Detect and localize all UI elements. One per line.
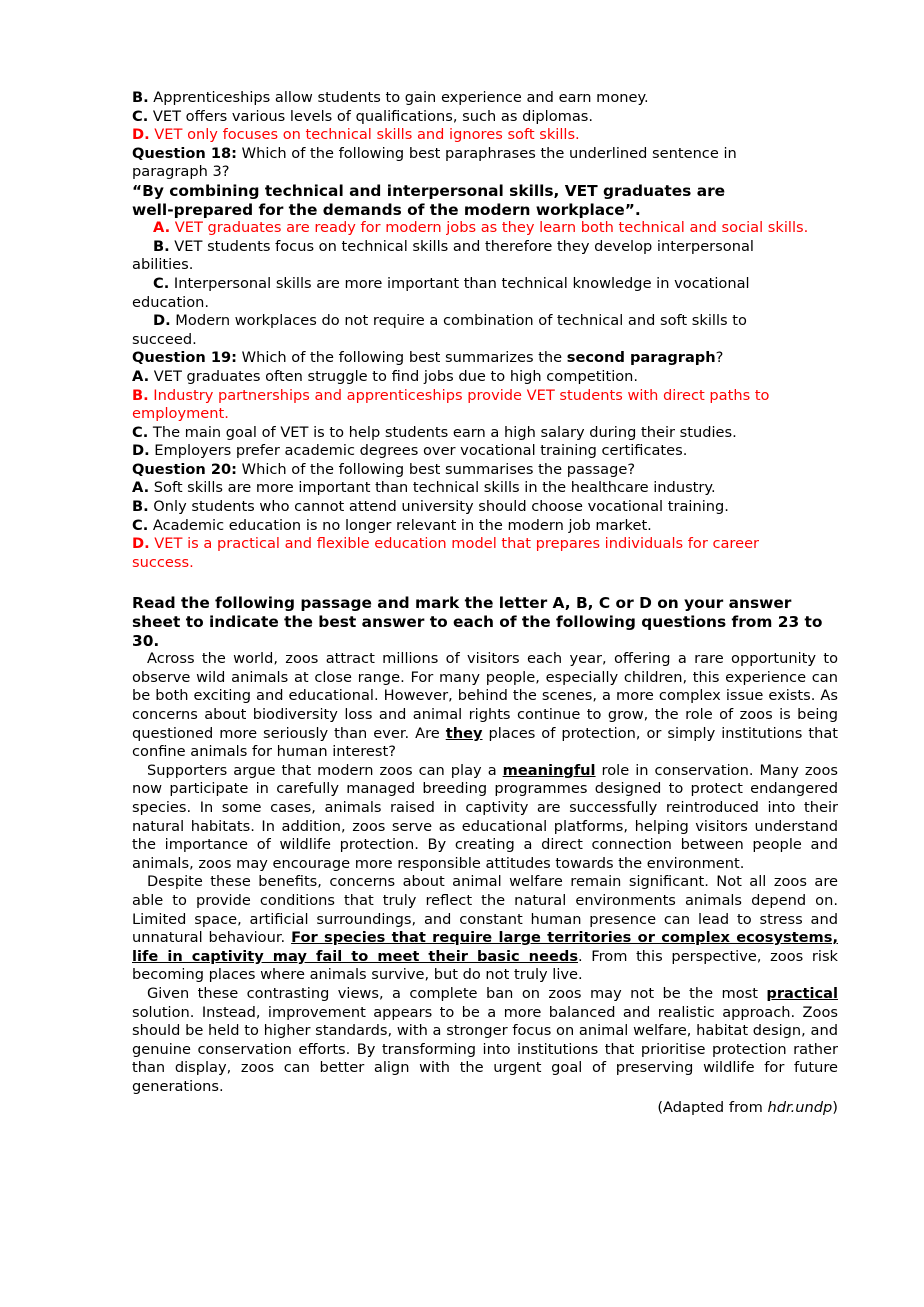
q17-option-b: B. Apprenticeships allow students to gain experience and earn money. — [132, 89, 649, 106]
q18-option-d-cont: succeed. — [132, 330, 197, 348]
q17-option-d: D. VET only focuses on technical skills and ignores soft skills. — [132, 126, 580, 144]
q20-option-c: C. Academic education is no longer relevant in the modern job market. — [132, 516, 652, 534]
q17-option-c: C. VET offers various levels of qualifications, such as diplomas. — [132, 107, 594, 125]
q19-option-b: B. Industry partnerships and apprenticeships provide VET students with direct paths to employment. — [132, 386, 770, 423]
passage-instruction: Read the following passage and mark the letter A, B, C or D on your answer sheet to indicate the best answer to each of the following questions from 23 to 30. — [132, 594, 823, 650]
q19-option-c: C. The main goal of VET is to help students earn a high salary during their studies. — [132, 423, 737, 441]
q20-option-d: D. VET is a practical and flexible education model that prepares individuals for career success. — [132, 535, 760, 571]
q19-option-d: D. Employers prefer academic degrees over vocational training certificates. — [132, 442, 688, 460]
q20-option-a: A. Soft skills are more important than technical skills in the healthcare industry. — [132, 479, 716, 497]
question-20: Question 20: Which of the following best summarises the passage? — [132, 460, 636, 478]
q18-option-c-cont: education. — [132, 293, 210, 311]
question-19: Question 19: Which of the following best summarizes the second paragraph? — [132, 349, 724, 367]
q18-option-b-cont: abilities. — [132, 256, 194, 274]
q19-option-a: A. VET graduates often struggle to find jobs due to high competition. — [132, 367, 639, 385]
q18-option-b: B. VET students focus on technical skills and therefore they develop interpersonal — [153, 237, 754, 255]
q18-option-a: A. VET graduates are ready for modern jobs as they learn both technical and social skills. — [153, 219, 809, 237]
source-citation: (Adapted from hdr.undp) — [657, 1099, 838, 1117]
passage-paragraph-4: Given these contrasting views, a complete ban on zoos may not be the most practical solution. Instead, improvement appears to be a more balanced and realistic approach. Zoos should be held to higher standards, with a stronger focus on animal welfare, habitat design, and genuine conservation efforts. By transforming into institutions that prioritise protection rather than display, zoos can better align with the urgent goal of preserving wildlife for future generations. — [132, 984, 838, 1095]
q18-quote: “By combining technical and interpersonal skills, VET graduates are well-prepared for the demands of the modern workplace”. — [132, 181, 726, 219]
passage-paragraph-1: Across the world, zoos attract millions of visitors each year, offering a rare opportunity to observe wild animals at close range. For many people, especially children, this experience can be both exciting and educational. However, behind the scenes, a more complex issue exists. As concerns about biodiversity loss and animal rights continue to grow, the role of zoos is being questioned more seriously than ever. Are they places of protection, or simply institutions that confine animals for human interest? — [132, 650, 839, 761]
q20-option-b: B. Only students who cannot attend university should choose vocational training. — [132, 498, 729, 516]
passage-paragraph-3: Despite these benefits, concerns about animal welfare remain significant. Not all zoos are able to provide conditions that truly reflect the natural environments animals depend on. Limited space, artificial surroundings, and constant human presence can lead to stress and unnatural behaviour. For species that require large territories or complex ecosystems, life in captivity may fail to meet their basic needs. From this perspective, zoos risk becoming places where animals survive, but do not truly live. — [132, 873, 839, 984]
q18-option-d: D. Modern workplaces do not require a combination of technical and soft skills to — [153, 312, 747, 330]
document-page — [132, 89, 838, 1118]
question-18: Question 18: Which of the following best paraphrases the underlined sentence in paragraph 3? — [132, 144, 737, 181]
section-gap — [132, 572, 838, 594]
q18-option-c: C. Interpersonal skills are more important than technical knowledge in vocational — [153, 274, 750, 292]
passage-paragraph-2: Supporters argue that modern zoos can play a meaningful role in conservation. Many zoos now participate in carefully managed breeding programmes designed to protect endangered species. In some cases, animals raised in captivity are successfully reintroduced into their natural habitats. In addition, zoos serve as educational platforms, helping visitors understand the importance of wildlife protection. By creating a direct connection between people and animals, zoos may encourage more responsible attitudes towards the environment. — [132, 761, 838, 872]
